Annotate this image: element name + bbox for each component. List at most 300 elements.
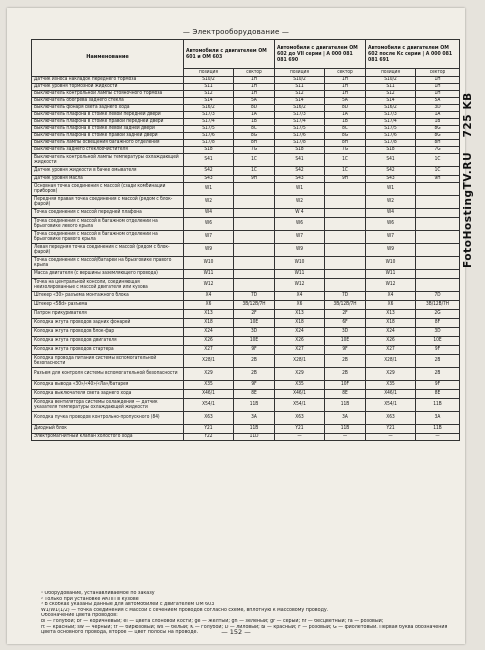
component-name: Штекер «30» разъема монтажного блока [32, 292, 184, 301]
position-cell: S16/2 [275, 105, 325, 112]
position-cell: S14 [275, 98, 325, 105]
sector-cell: 8H [325, 140, 366, 147]
position-cell: S17/5 [366, 126, 416, 133]
position-cell: W2 [366, 196, 416, 209]
sector-cell [416, 279, 460, 292]
component-name: Разъем для контроля системы вспомогательной безопасности [32, 368, 184, 381]
position-cell: W10 [184, 257, 234, 270]
sector-cell [416, 231, 460, 244]
position-cell: X24 [275, 328, 325, 337]
sector-cell: 1C [325, 154, 366, 167]
position-cell: W7 [366, 231, 416, 244]
sector-cell [234, 183, 275, 196]
table-row [32, 301, 460, 310]
table-row [32, 140, 460, 147]
component-name: Диодный блок [32, 425, 184, 434]
position-cell: X35 [366, 381, 416, 390]
sector-cell: 10E [325, 337, 366, 346]
table-row [32, 231, 460, 244]
position-cell: W6 [275, 218, 325, 231]
sector-cell: 8D [325, 105, 366, 112]
position-cell: S43 [366, 176, 416, 183]
footnote: bl — голубой; br — коричневый; el — цвета слоновой кости; ge — желтый; gn — зеленый; gr — серый; nf — бесцветный; ra — розовый; [41, 618, 384, 624]
position-cell: X18 [275, 319, 325, 328]
table-row [32, 126, 460, 133]
table-row [32, 434, 460, 441]
position-cell: S43 [184, 176, 234, 183]
component-name: Штекер «58d» разъема [32, 301, 184, 310]
position-cell: X13 [275, 310, 325, 319]
sector-cell: 3A [325, 412, 366, 425]
position-cell: Y21 [275, 425, 325, 434]
sector-cell [234, 209, 275, 218]
position-cell: X18 [366, 319, 416, 328]
position-cell: X6 [275, 301, 325, 310]
sector-cell: 9F [416, 346, 460, 355]
sector-cell: 10E [234, 337, 275, 346]
component-name: Точка соединения с массой в багажном отделении на брызговике правого крыла [32, 231, 184, 244]
position-cell: X46/1 [184, 390, 234, 399]
table-row [32, 105, 460, 112]
table-row [32, 209, 460, 218]
table-row [32, 328, 460, 337]
component-name: Выключатель фонаря света заднего хода [32, 105, 184, 112]
sector-cell: 10E [234, 319, 275, 328]
position-cell: W4 [366, 209, 416, 218]
table-row [32, 270, 460, 279]
position-cell: W9 [275, 244, 325, 257]
component-name: Выключатель плафона в стойке правой задней двери [32, 133, 184, 140]
sector-cell: 8G [234, 133, 275, 140]
sector-cell: 11B [234, 425, 275, 434]
component-name: Выключатель лампы освещения багажного отделения [32, 140, 184, 147]
sector-cell: 8E [416, 390, 460, 399]
position-cell: W9 [184, 244, 234, 257]
sub-header-sector: сектор [234, 69, 275, 77]
sector-cell: 1B [416, 119, 460, 126]
sector-cell [416, 270, 460, 279]
position-cell: X63 [366, 412, 416, 425]
position-cell: S17/3 [275, 112, 325, 119]
position-cell: W7 [275, 231, 325, 244]
position-cell: S17/4 [275, 119, 325, 126]
sector-cell: 8G [416, 126, 460, 133]
sector-cell: 5A [416, 98, 460, 105]
position-cell: W1 [275, 183, 325, 196]
watermark-site: FotoHostingTV.RU [462, 151, 474, 268]
sector-cell: 8E [325, 390, 366, 399]
sector-cell: 11B [416, 399, 460, 412]
sub-header-position: позиция [366, 69, 416, 77]
sector-cell: 5A [325, 98, 366, 105]
table-row [32, 183, 460, 196]
table-row [32, 346, 460, 355]
sector-cell: 8G [325, 133, 366, 140]
position-cell: W6 [184, 218, 234, 231]
position-cell: X6 [184, 301, 234, 310]
sector-cell: 9F [325, 346, 366, 355]
sector-cell: 9H [234, 176, 275, 183]
position-cell: S17/3 [184, 112, 234, 119]
position-cell: X63 [275, 412, 325, 425]
sector-cell: 11B [416, 425, 460, 434]
position-cell: S17/6 [275, 133, 325, 140]
position-cell: S10/2 [184, 77, 234, 84]
position-cell: S42 [184, 167, 234, 176]
position-cell: X28/1 [184, 355, 234, 368]
component-name: Левая передняя точка соединения с массой (рядом с блок-фарой) [32, 244, 184, 257]
watermark-size: 725 KB [462, 92, 474, 138]
position-cell: S41 [275, 154, 325, 167]
position-cell: S14 [184, 98, 234, 105]
sector-cell: 1H [325, 77, 366, 84]
sector-cell [325, 279, 366, 292]
sector-cell: 10F [325, 381, 366, 390]
sector-cell: 2F [325, 310, 366, 319]
position-cell: S12 [366, 91, 416, 98]
sector-cell: 11B [234, 399, 275, 412]
component-name: Выключатель обогрева заднего стекла [32, 98, 184, 105]
table-row [32, 167, 460, 176]
watermark [462, 0, 476, 268]
component-name: Электромагнитный клапан холостого хода [32, 434, 184, 441]
position-cell: S11 [366, 84, 416, 91]
position-cell: W10 [366, 257, 416, 270]
sub-header-sector: сектор [325, 69, 366, 77]
sector-cell: 3D [325, 328, 366, 337]
footnote: ² Только при установке АКПП в кузове [41, 596, 139, 602]
group-header-om602-late: Автомобили с двигателем ОМ 602 после Кс серии | А 000 081 081 691 [366, 40, 460, 69]
position-cell: W1 [366, 183, 416, 196]
component-name: Колодка вывода «30»/«40»/«Ла»/батарея [32, 381, 184, 390]
sector-cell [325, 183, 366, 196]
position-cell: S11 [275, 84, 325, 91]
component-name: Выключатель плафона в стойке правой передней двери [32, 119, 184, 126]
sector-cell: 3A [234, 412, 275, 425]
position-cell: S17/8 [366, 140, 416, 147]
position-cell: S11 [184, 84, 234, 91]
component-name: Колодка вентилятора системы охлаждения — датчик указателя температуры охлаждающей жидкости [32, 399, 184, 412]
position-cell: W 4 [275, 209, 325, 218]
position-cell: X24 [184, 328, 234, 337]
sector-cell: 3D [234, 328, 275, 337]
sector-cell: 1H [234, 77, 275, 84]
component-name: Масса двигателя (с вершины заземляющего провода) [32, 270, 184, 279]
position-cell: X4 [184, 292, 234, 301]
sector-cell: 1H [416, 84, 460, 91]
component-name: Колодка жгута проводов двигателя [32, 337, 184, 346]
position-cell: X29 [275, 368, 325, 381]
footnote: ¹ Оборудование, устанавливаемое по заказу [41, 591, 155, 596]
position-cell: W4 [184, 209, 234, 218]
position-cell: S17/6 [366, 133, 416, 140]
sector-cell: 7D [325, 292, 366, 301]
table-row [32, 412, 460, 425]
footnote: цвета основного провода, второе — цвет полосы на проводе. [41, 630, 198, 636]
sector-cell [234, 244, 275, 257]
sector-cell [234, 257, 275, 270]
position-cell: S17/5 [184, 126, 234, 133]
table-row [32, 381, 460, 390]
sector-cell: 9F [416, 381, 460, 390]
sector-cell [325, 257, 366, 270]
sector-cell: 2B [325, 355, 366, 368]
sector-cell: 1A [325, 112, 366, 119]
table-row [32, 133, 460, 140]
table-row [32, 77, 460, 84]
position-cell: X54/1 [366, 399, 416, 412]
table-row [32, 196, 460, 209]
sector-cell [325, 218, 366, 231]
position-cell: S12 [184, 91, 234, 98]
sector-cell: 6F [325, 319, 366, 328]
position-cell: S17/5 [275, 126, 325, 133]
position-cell: X27 [275, 346, 325, 355]
sub-header-sector: сектор [416, 69, 460, 77]
position-cell: S17/4 [184, 119, 234, 126]
position-cell: X46/1 [275, 390, 325, 399]
component-name: Датчик уровня масла [32, 176, 184, 183]
sector-cell: 1B [325, 119, 366, 126]
sector-cell: 2B [416, 368, 460, 381]
table-row [32, 84, 460, 91]
position-cell: X4 [275, 292, 325, 301]
position-cell: Y21 [184, 425, 234, 434]
position-cell: X13 [184, 310, 234, 319]
sector-cell: 3B/12B/7H [234, 301, 275, 310]
position-cell: S17/4 [366, 119, 416, 126]
sector-cell: 3D [416, 328, 460, 337]
table-row [32, 368, 460, 381]
position-cell: S16/2 [184, 105, 234, 112]
sector-cell: 8H [234, 140, 275, 147]
table-row [32, 319, 460, 328]
position-cell: X27 [366, 346, 416, 355]
table-row [32, 399, 460, 412]
table-row [32, 244, 460, 257]
sector-cell: 8C [325, 126, 366, 133]
sector-cell [416, 209, 460, 218]
sector-cell: 7G [416, 147, 460, 154]
position-cell: X4 [366, 292, 416, 301]
position-cell: W11 [275, 270, 325, 279]
position-cell: W12 [366, 279, 416, 292]
sector-cell: 9F [234, 381, 275, 390]
position-cell: X35 [275, 381, 325, 390]
sector-cell: 1H [325, 84, 366, 91]
sector-cell [325, 270, 366, 279]
sector-cell: 9F [234, 346, 275, 355]
sector-cell: 8F [416, 319, 460, 328]
component-name: Основная точка соединения с массой (сзади комбинации приборов) [32, 183, 184, 196]
position-cell: S17/3 [366, 112, 416, 119]
sector-cell: 3B/12B/7H [325, 301, 366, 310]
component-name: Точка соединения с массой передней плафона [32, 209, 184, 218]
table-row [32, 355, 460, 368]
table-row [32, 154, 460, 167]
component-name: Колодка жгута проводов задних фонарей [32, 319, 184, 328]
position-cell: W10 [275, 257, 325, 270]
sector-cell: 2B [416, 355, 460, 368]
sector-cell: 8E [234, 390, 275, 399]
component-name: Точка соединения с массой в багажном отделении на брызговике левого крыла [32, 218, 184, 231]
position-cell: W2 [184, 196, 234, 209]
position-cell: S12 [275, 91, 325, 98]
position-cell: S41 [184, 154, 234, 167]
table-row [32, 279, 460, 292]
component-name: Выключатель заднего стеклоочистителя [32, 147, 184, 154]
position-cell: W1 [184, 183, 234, 196]
component-name: Колодка жгута проводов стартера [32, 346, 184, 355]
sector-cell [325, 231, 366, 244]
position-cell: S42 [366, 167, 416, 176]
component-name: Колодка пучка проводов контрольно-пропускного (84) [32, 412, 184, 425]
position-cell: X26 [275, 337, 325, 346]
position-cell: X28/1 [275, 355, 325, 368]
position-cell: S43 [275, 176, 325, 183]
position-cell: S17/8 [184, 140, 234, 147]
footnote: ³ В скобках указаны данные для автомобилей с двигателем ОМ 603 [41, 602, 215, 608]
sector-cell: 9H [325, 176, 366, 183]
sector-cell: 1C [416, 154, 460, 167]
position-cell: W11 [366, 270, 416, 279]
component-name: Патрон прикуривателя [32, 310, 184, 319]
sub-header-position: позиция [184, 69, 234, 77]
position-cell: S17/6 [184, 133, 234, 140]
position-cell: W11 [184, 270, 234, 279]
position-cell: S10/2 [275, 77, 325, 84]
component-name: Передняя правая точка соединения с массой (рядом с блок-фарой) [32, 196, 184, 209]
table-row [32, 292, 460, 301]
component-name: Датчик уровня тормозной жидкости [32, 84, 184, 91]
sector-cell: 1C [234, 167, 275, 176]
sector-cell: 3A [416, 412, 460, 425]
component-name: Колодка провода питания системы вспомогательной безопасности [32, 355, 184, 368]
position-cell: X18 [184, 319, 234, 328]
sector-cell [416, 183, 460, 196]
component-name: Выключатель контрольной лампы стояночного тормоза [32, 91, 184, 98]
position-cell: X6 [366, 301, 416, 310]
position-cell: W6 [366, 218, 416, 231]
sector-cell [234, 270, 275, 279]
table-row [32, 98, 460, 105]
page-number: — 152 — [221, 628, 251, 636]
sector-cell: — [416, 434, 460, 441]
table-row [32, 112, 460, 119]
component-name: Выключатель плафона в стойке левой задней двери [32, 126, 184, 133]
sector-cell: 1C [325, 167, 366, 176]
sector-cell: 1A [234, 112, 275, 119]
table-group-header-row [32, 40, 460, 69]
position-cell: X28/1 [366, 355, 416, 368]
sector-cell: 1H [416, 91, 460, 98]
sector-cell: 1H [234, 91, 275, 98]
document-page [7, 8, 465, 644]
sector-cell: 8D [234, 105, 275, 112]
position-cell: X26 [366, 337, 416, 346]
position-cell: X26 [184, 337, 234, 346]
table-row [32, 425, 460, 434]
sector-cell: 2F [234, 310, 275, 319]
position-cell: W12 [275, 279, 325, 292]
position-cell: X46/1 [366, 390, 416, 399]
page-header: — Электрооборудование — [182, 28, 290, 36]
position-cell: S16/2 [366, 105, 416, 112]
component-name: Колодка жгута проводов блок-фар [32, 328, 184, 337]
sector-cell: 8C [234, 126, 275, 133]
position-cell: S18 [275, 147, 325, 154]
position-cell: W12 [184, 279, 234, 292]
sector-cell [416, 196, 460, 209]
table-body [32, 77, 460, 441]
table-row [32, 257, 460, 270]
sector-cell: 3D [416, 105, 460, 112]
table-row [32, 218, 460, 231]
sector-cell: 1B [234, 119, 275, 126]
position-cell: S10/2 [366, 77, 416, 84]
component-name: Датчик уровня жидкости в бачке омывателя [32, 167, 184, 176]
position-cell: S18 [366, 147, 416, 154]
position-cell: — [366, 434, 416, 441]
position-cell: X13 [366, 310, 416, 319]
sector-cell [234, 279, 275, 292]
position-cell: S41 [366, 154, 416, 167]
table-row [32, 91, 460, 98]
position-cell: X35 [184, 381, 234, 390]
component-name: Точка на центральной консоли, соединяющая неизолированные с массой двигателя или кузова [32, 279, 184, 292]
sector-cell: 10E [416, 337, 460, 346]
sector-cell: 11B [325, 399, 366, 412]
sector-cell: 8G [416, 133, 460, 140]
table-row [32, 119, 460, 126]
sector-cell: 3B/12B/7H [416, 301, 460, 310]
position-cell: S42 [275, 167, 325, 176]
sector-cell: 11B [325, 425, 366, 434]
sector-cell: 7G [325, 147, 366, 154]
table-row [32, 176, 460, 183]
sector-cell: 1H [325, 91, 366, 98]
position-cell: Y22 [184, 434, 234, 441]
table-row [32, 390, 460, 399]
group-header-om601-603: Автомобили с двигателем ОМ 601 и ОМ 603 [184, 40, 275, 69]
sector-cell: 7D [234, 292, 275, 301]
sector-cell: 7D [416, 292, 460, 301]
sector-cell: 1H [416, 77, 460, 84]
sector-cell: 9H [416, 176, 460, 183]
position-cell: X29 [366, 368, 416, 381]
position-cell: X29 [184, 368, 234, 381]
sub-header-position: позиция [275, 69, 325, 77]
sector-cell: 11D [234, 434, 275, 441]
sector-cell [234, 218, 275, 231]
sector-cell [416, 257, 460, 270]
position-cell: X27 [184, 346, 234, 355]
footnote: W1/W1(1/2) — точка соединения с массой с сечением проводов согласно схеме, вплотную к массовому проводу. [41, 607, 329, 613]
position-cell: S18 [184, 147, 234, 154]
position-cell: W2 [275, 196, 325, 209]
sector-cell [325, 244, 366, 257]
component-name: Колодка выключателя света заднего хода [32, 390, 184, 399]
position-cell: S17/8 [275, 140, 325, 147]
component-name: Датчик износа накладок переднего тормоза [32, 77, 184, 84]
position-cell: Y21 [366, 425, 416, 434]
sector-cell: 1H [234, 84, 275, 91]
sector-cell: 1A [416, 112, 460, 119]
sector-cell [416, 244, 460, 257]
component-name: Выключатель контрольной лампы температуры охлаждающей жидкости [32, 154, 184, 167]
sector-cell [325, 196, 366, 209]
sector-cell: 2G [416, 310, 460, 319]
